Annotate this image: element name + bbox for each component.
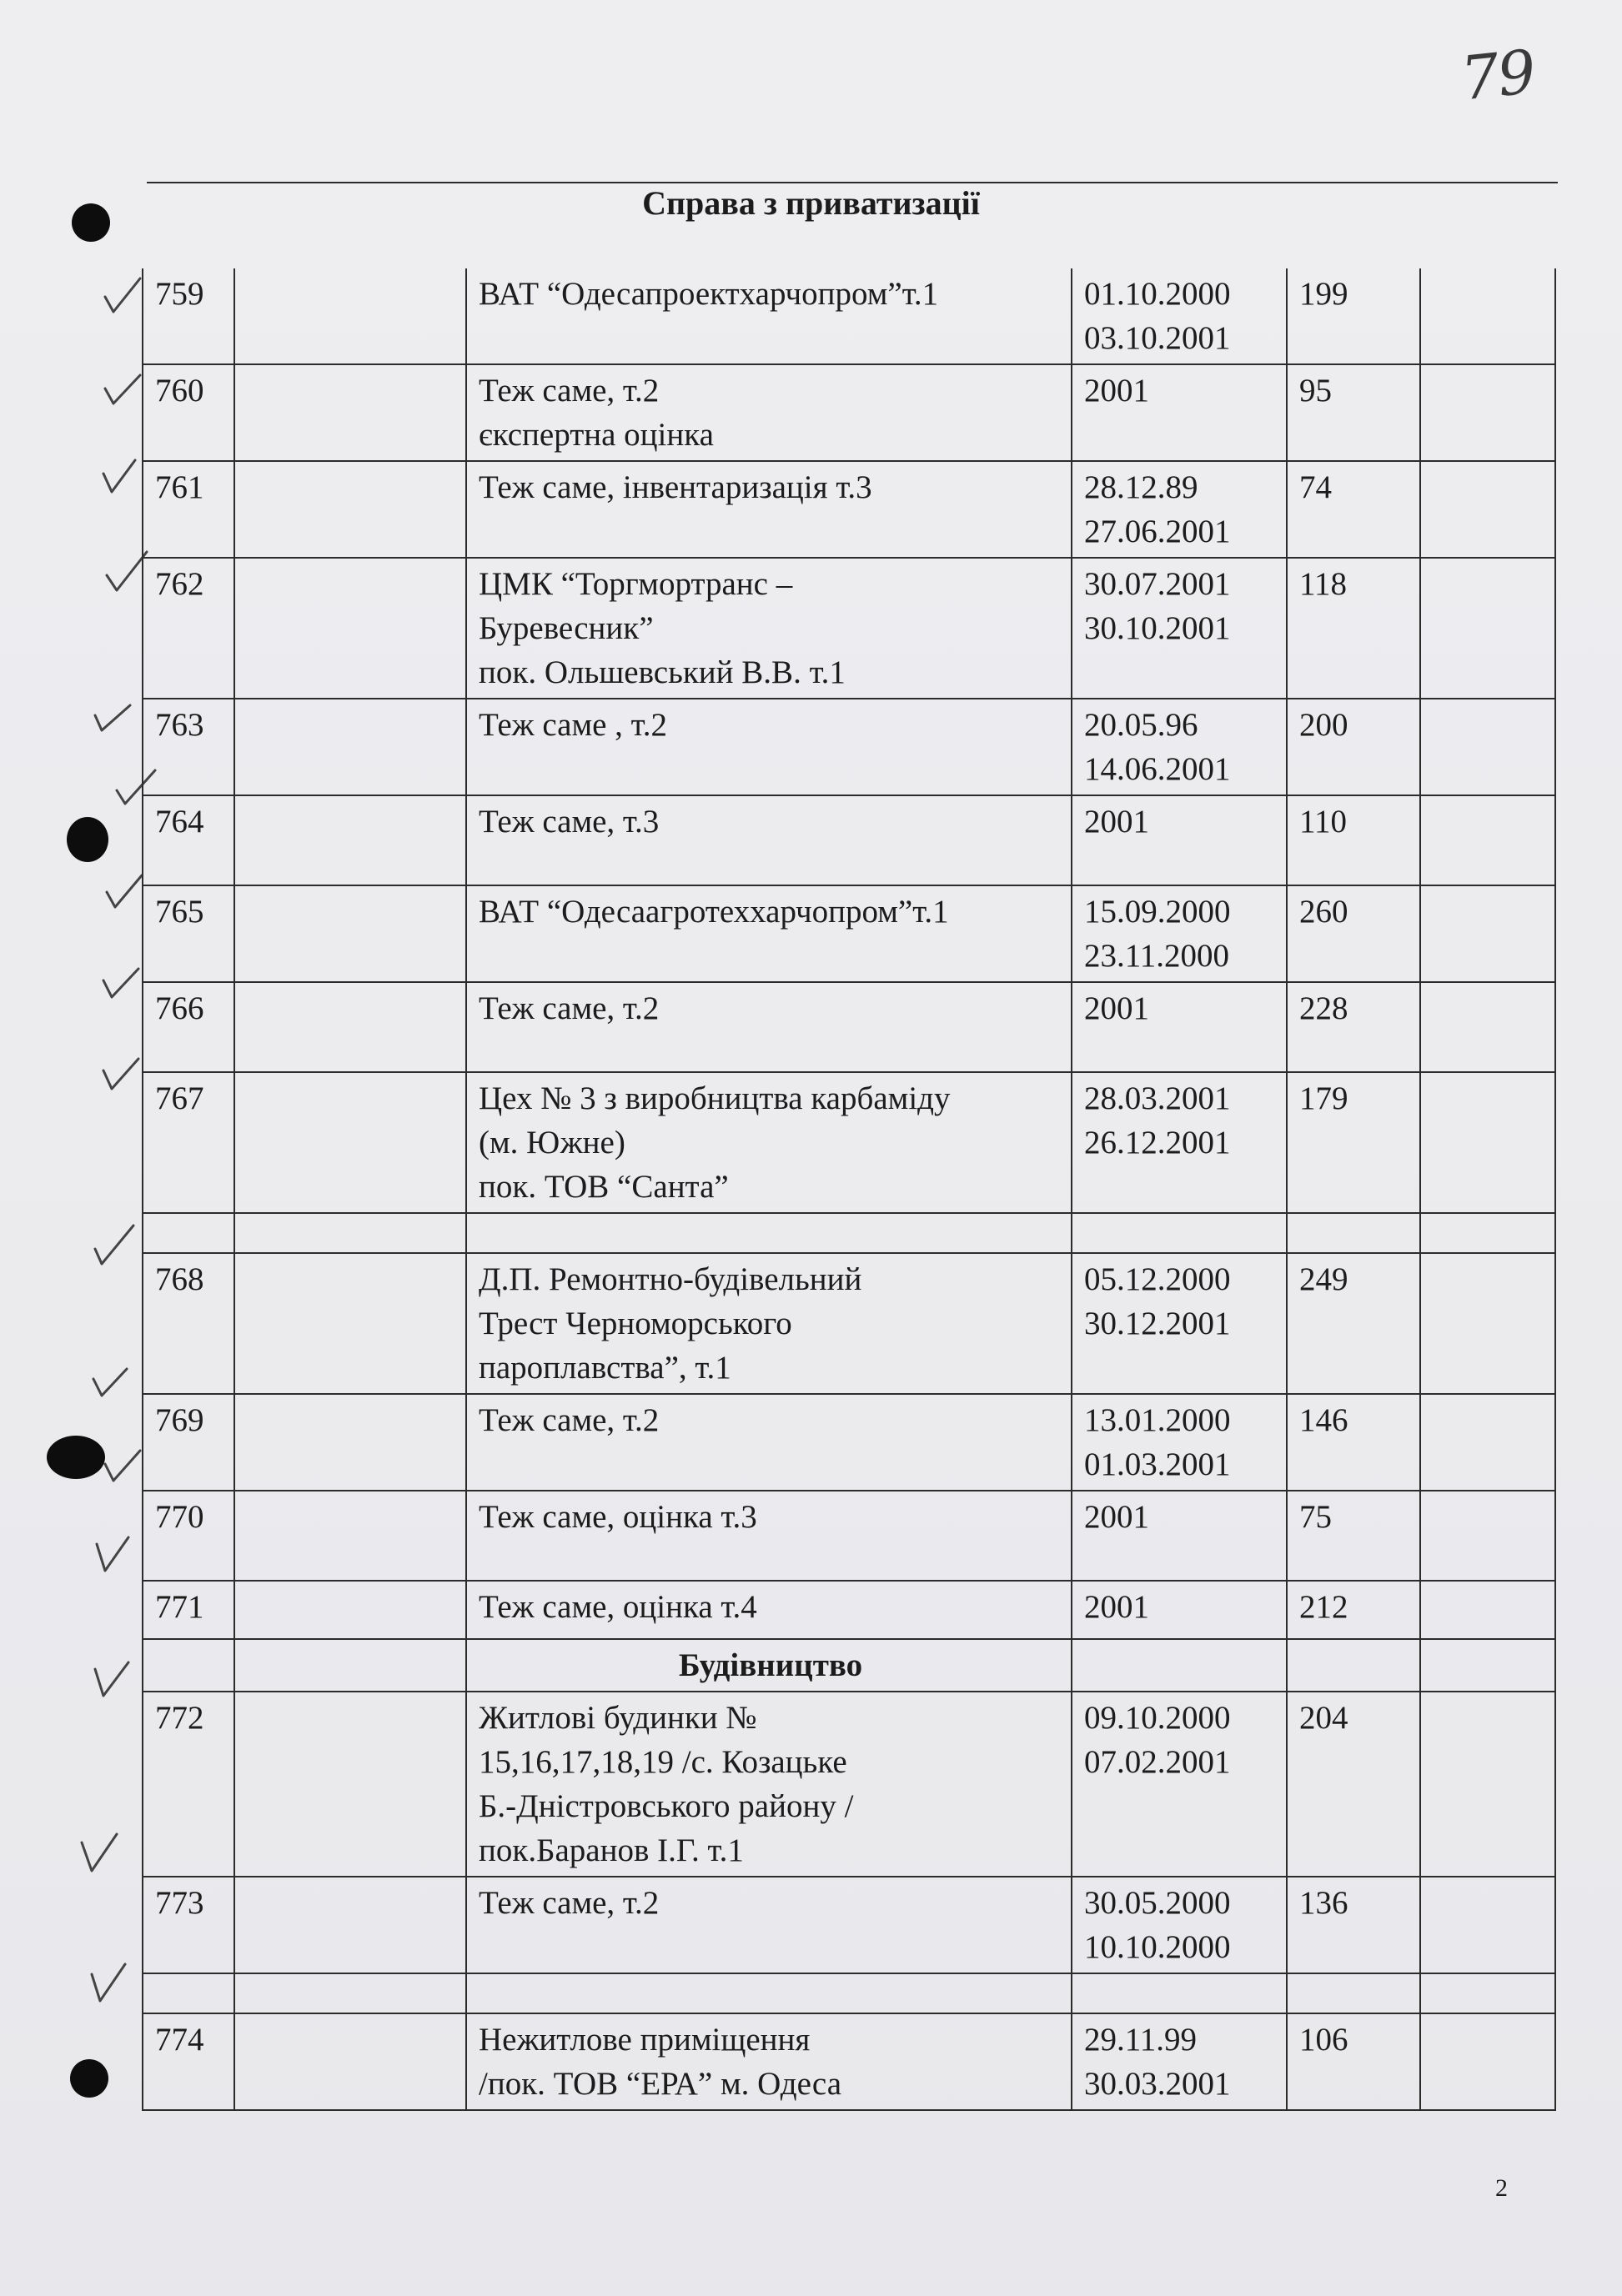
cell-line: Буревесник”: [479, 610, 654, 646]
table-cell-empty: [234, 461, 466, 558]
table-row: [143, 1072, 1555, 1213]
table-cell-empty: [234, 1973, 466, 2013]
table-row: [143, 1394, 1555, 1491]
cell-line: пок. ТОВ “Санта”: [479, 1169, 729, 1205]
record-page-count: 106: [1287, 2013, 1420, 2110]
record-page-count: 200: [1287, 699, 1420, 795]
cell-line: 30.12.2001: [1084, 1306, 1231, 1341]
table-cell-empty: [234, 268, 466, 364]
cell-line: 23.11.2000: [1084, 938, 1230, 974]
table-cell-empty: [1420, 699, 1555, 795]
cell-line: 29.11.99: [1084, 2022, 1198, 2058]
record-page-count: 110: [1287, 795, 1420, 885]
record-dates: [1072, 1072, 1287, 1213]
record-number: 772: [143, 1692, 234, 1877]
cell-line: Житлові будинки №: [479, 1700, 757, 1736]
cell-line: 2001: [1084, 1499, 1149, 1535]
checkmark-icon: [97, 960, 143, 1004]
table-row: [143, 2013, 1555, 2110]
cell-line: 01.10.2000: [1084, 276, 1231, 312]
table-cell-empty: [1420, 1639, 1555, 1692]
checkmark-icon: [88, 1659, 135, 1702]
record-title: [466, 1491, 1072, 1581]
table-cell-empty: [234, 1692, 466, 1877]
record-page-count: 179: [1287, 1072, 1420, 1213]
record-page-count: 204: [1287, 1692, 1420, 1877]
checkmark-icon: [97, 1052, 143, 1095]
cell-line: Теж саме, оцінка т.4: [479, 1589, 757, 1625]
record-dates: [1072, 2013, 1287, 2110]
cell-line: пок. Ольшевський В.В. т.1: [479, 654, 846, 690]
record-page-count: 228: [1287, 982, 1420, 1072]
table-row: [143, 558, 1555, 699]
page-number: 2: [1495, 2174, 1508, 2202]
cell-line: 2001: [1084, 1589, 1149, 1625]
table-cell-empty: [234, 1581, 466, 1639]
table-row: [143, 268, 1555, 364]
record-number: 765: [143, 885, 234, 982]
table-cell-empty: [1420, 364, 1555, 461]
cell-line: 14.06.2001: [1084, 751, 1231, 787]
table-cell-empty: [234, 558, 466, 699]
table-cell-empty: [234, 885, 466, 982]
cell-line: 15.09.2000: [1084, 894, 1231, 930]
record-number: 760: [143, 364, 234, 461]
table-row: [143, 1491, 1555, 1581]
table-row: [143, 1581, 1555, 1639]
punch-hole-icon: [70, 2059, 108, 2098]
table-cell-empty: [234, 982, 466, 1072]
table-cell-empty: [1420, 1973, 1555, 2013]
cell-line: 30.05.2000: [1084, 1885, 1231, 1921]
record-title: [466, 795, 1072, 885]
table-cell-empty: [234, 1253, 466, 1394]
cell-line: Теж саме, т.2: [479, 1885, 660, 1921]
record-title: [466, 268, 1072, 364]
table-cell-empty: [1420, 558, 1555, 699]
record-dates: [1072, 558, 1287, 699]
record-number: 762: [143, 558, 234, 699]
table-cell-empty: [234, 1394, 466, 1491]
folio-number: 79: [1457, 36, 1538, 114]
record-title: [466, 2013, 1072, 2110]
checkmark-icon: [98, 1444, 145, 1487]
section-row: [143, 1639, 1555, 1692]
table-cell-empty: [234, 795, 466, 885]
cell-line: ВАТ “Одесаагротеххарчопром”т.1: [479, 894, 949, 930]
table-cell-empty: [1420, 2013, 1555, 2110]
record-dates: [1072, 1692, 1287, 1877]
cell-line: Нежитлове приміщення: [479, 2022, 811, 2058]
document-title: Справа з приватизації: [642, 184, 980, 222]
table-cell-empty: [1420, 268, 1555, 364]
record-page-count: 212: [1287, 1581, 1420, 1639]
record-dates: [1072, 699, 1287, 795]
record-number: 769: [143, 1394, 234, 1491]
record-page-count: 136: [1287, 1877, 1420, 1973]
table-row: [143, 795, 1555, 885]
record-title: [466, 1692, 1072, 1877]
checkmark-icon: [85, 1963, 132, 2006]
cell-line: ВАТ “Одесапроектхарчопром”т.1: [479, 276, 939, 312]
table-row: [143, 1253, 1555, 1394]
record-dates: [1072, 1491, 1287, 1581]
table-row: [143, 982, 1555, 1072]
table-row: [143, 699, 1555, 795]
record-dates: [1072, 795, 1287, 885]
table-cell-empty: [466, 1213, 1072, 1253]
record-title: [466, 364, 1072, 461]
record-page-count: 75: [1287, 1491, 1420, 1581]
cell-line: (м. Южне): [479, 1125, 625, 1161]
cell-line: Д.П. Ремонтно-будівельний: [479, 1261, 862, 1297]
table-cell-empty: [234, 364, 466, 461]
cell-line: 20.05.96: [1084, 707, 1198, 743]
cell-line: Теж саме , т.2: [479, 707, 668, 743]
record-dates: [1072, 1877, 1287, 1973]
table-cell-empty: [234, 2013, 466, 2110]
table-cell-empty: [234, 1877, 466, 1973]
record-dates: [1072, 268, 1287, 364]
record-title: [466, 1581, 1072, 1639]
record-title: [466, 461, 1072, 558]
record-page-count: 249: [1287, 1253, 1420, 1394]
checkmark-icon: [88, 694, 135, 737]
table-row: [143, 1877, 1555, 1973]
table-cell-empty: [1420, 1072, 1555, 1213]
cell-line: 2001: [1084, 804, 1149, 840]
table-cell-empty: [1420, 1253, 1555, 1394]
table-row: [143, 885, 1555, 982]
checkmark-icon: [87, 1359, 133, 1402]
record-number: 774: [143, 2013, 234, 2110]
cell-line: Теж саме, інвентаризація т.3: [479, 469, 872, 505]
table-cell-empty: [1420, 461, 1555, 558]
cell-line: /пок. ТОВ “ЕРА” м. Одеса: [479, 2066, 841, 2102]
record-title: [466, 1394, 1072, 1491]
table-cell-empty: [1420, 982, 1555, 1072]
table-cell-empty: [1287, 1213, 1420, 1253]
table-row-empty: [143, 1213, 1555, 1253]
record-number: 766: [143, 982, 234, 1072]
cell-line: Теж саме, т.3: [479, 804, 660, 840]
cell-line: 01.03.2001: [1084, 1446, 1231, 1482]
checkmark-icon: [98, 367, 145, 410]
table-cell-empty: [1420, 885, 1555, 982]
table-cell-empty: [1072, 1639, 1287, 1692]
table-row: [143, 1692, 1555, 1877]
record-title: [466, 699, 1072, 795]
record-number: 759: [143, 268, 234, 364]
cell-line: 30.03.2001: [1084, 2066, 1231, 2102]
record-dates: [1072, 1581, 1287, 1639]
record-title: [466, 1877, 1072, 1973]
cell-line: 2001: [1084, 990, 1149, 1026]
record-number: 770: [143, 1491, 234, 1581]
record-dates: [1072, 885, 1287, 982]
record-number: 764: [143, 795, 234, 885]
cell-line: пок.Баранов І.Г. т.1: [479, 1832, 744, 1868]
table-cell-empty: [143, 1973, 234, 2013]
cell-line: Теж саме, т.2: [479, 1402, 660, 1438]
record-number: 763: [143, 699, 234, 795]
cell-line: 07.02.2001: [1084, 1744, 1231, 1780]
record-title: [466, 558, 1072, 699]
record-dates: [1072, 461, 1287, 558]
cell-line: 03.10.2001: [1084, 320, 1231, 356]
privatization-register-table: [142, 268, 1556, 2111]
record-dates: [1072, 982, 1287, 1072]
table-cell-empty: [234, 1491, 466, 1581]
record-dates: [1072, 1394, 1287, 1491]
checkmark-icon: [97, 455, 143, 499]
record-number: 767: [143, 1072, 234, 1213]
cell-line: Трест Черноморського: [479, 1306, 792, 1341]
cell-line: Теж саме, т.2: [479, 990, 660, 1026]
cell-line: 27.06.2001: [1084, 514, 1231, 549]
table-cell-empty: [234, 1213, 466, 1253]
checkmark-icon: [98, 275, 145, 318]
cell-line: 28.12.89: [1084, 469, 1198, 505]
record-dates: [1072, 364, 1287, 461]
cell-line: 09.10.2000: [1084, 1700, 1231, 1736]
cell-line: Теж саме, оцінка т.3: [479, 1499, 757, 1535]
table-cell-empty: [1287, 1639, 1420, 1692]
cell-line: 30.10.2001: [1084, 610, 1231, 646]
cell-line: 15,16,17,18,19 /с. Козацьке: [479, 1744, 847, 1780]
table-cell-empty: [1072, 1973, 1287, 2013]
record-number: 761: [143, 461, 234, 558]
record-title: [466, 885, 1072, 982]
cell-line: Теж саме, т.2: [479, 373, 660, 409]
punch-hole-icon: [67, 817, 108, 862]
table-cell-empty: [1420, 795, 1555, 885]
punch-hole-icon: [72, 203, 110, 242]
table-cell-empty: [1420, 1581, 1555, 1639]
record-page-count: 74: [1287, 461, 1420, 558]
cell-line: ЦМК “Торгмортранс –: [479, 566, 793, 602]
record-title: [466, 1072, 1072, 1213]
record-dates: [1072, 1253, 1287, 1394]
record-page-count: 260: [1287, 885, 1420, 982]
cell-line: єкспертна оцінка: [479, 417, 714, 453]
record-page-count: 199: [1287, 268, 1420, 364]
table-cell-empty: [234, 699, 466, 795]
record-number: 773: [143, 1877, 234, 1973]
cell-line: 26.12.2001: [1084, 1125, 1231, 1161]
record-title: [466, 982, 1072, 1072]
cell-line: Б.-Дністровського району /: [479, 1788, 854, 1824]
record-number: 771: [143, 1581, 234, 1639]
record-title: [466, 1253, 1072, 1394]
table-row-empty: [143, 1973, 1555, 2013]
cell-line: 05.12.2000: [1084, 1261, 1231, 1297]
record-page-count: 146: [1287, 1394, 1420, 1491]
table-row: [143, 461, 1555, 558]
record-page-count: 95: [1287, 364, 1420, 461]
table-cell-empty: [143, 1213, 234, 1253]
checkmark-icon: [90, 1534, 137, 1577]
table-row: [143, 364, 1555, 461]
table-cell-empty: [1420, 1394, 1555, 1491]
cell-line: Цех № 3 з виробництва карбаміду: [479, 1080, 951, 1116]
cell-line: 2001: [1084, 373, 1149, 409]
punch-hole-icon: [47, 1436, 105, 1479]
table-cell-empty: [234, 1072, 466, 1213]
checkmark-icon: [88, 1224, 135, 1267]
table-cell-empty: [1420, 1692, 1555, 1877]
table-cell-empty: [1420, 1491, 1555, 1581]
table-cell-empty: [1072, 1213, 1287, 1253]
section-heading: Будівництво: [466, 1639, 1072, 1692]
record-page-count: 118: [1287, 558, 1420, 699]
checkmark-icon: [100, 870, 147, 914]
table-cell-empty: [1420, 1877, 1555, 1973]
table-cell-empty: [143, 1639, 234, 1692]
cell-line: 13.01.2000: [1084, 1402, 1231, 1438]
table-cell-empty: [234, 1639, 466, 1692]
checkmark-icon: [75, 1832, 122, 1876]
table-cell-empty: [1287, 1973, 1420, 2013]
cell-line: 30.07.2001: [1084, 566, 1231, 602]
cell-line: 10.10.2000: [1084, 1929, 1231, 1965]
table-cell-empty: [1420, 1213, 1555, 1253]
cell-line: 28.03.2001: [1084, 1080, 1231, 1116]
record-number: 768: [143, 1253, 234, 1394]
table-cell-empty: [466, 1973, 1072, 2013]
cell-line: пароплавства”, т.1: [479, 1350, 731, 1386]
